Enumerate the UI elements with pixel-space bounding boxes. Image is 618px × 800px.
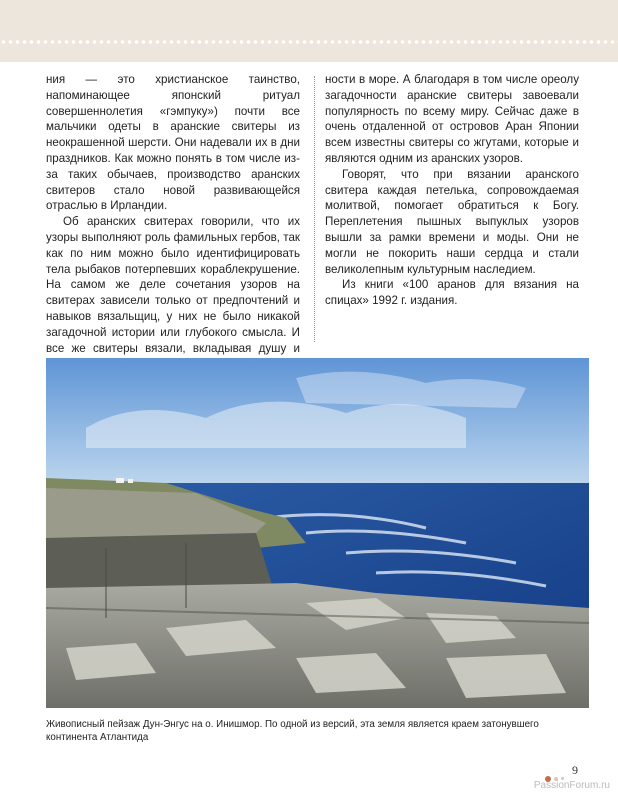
paragraph-source: Из книги «100 аранов для вязания на спицах» 1992 г. издания. bbox=[325, 278, 579, 308]
watermark: PassionForum.ru bbox=[533, 780, 610, 791]
page-number: 9 bbox=[572, 763, 578, 777]
article-right-column bbox=[325, 72, 579, 309]
top-decorative-band bbox=[0, 0, 618, 62]
landscape-photo bbox=[46, 358, 589, 708]
article-left-column bbox=[46, 72, 300, 388]
column-divider bbox=[314, 76, 315, 342]
dotted-border bbox=[0, 39, 618, 45]
paragraph: ности в море. А благодаря в том числе ореолу загадочности аранские свитеры завоевали популярность по всему миру. Сейчас даже в очень отдаленной от островов Аран Японии всем известны свитеры со жгутами, которые и являются одним из аранских узоров. bbox=[325, 73, 579, 165]
cliff-seascape-image bbox=[46, 358, 589, 708]
paragraph: Говорят, что при вязании аранского свитера каждая петелька, сопровождаемая молитвой, помогает обратиться к Богу. Переплетения пышных выпуклых узоров вышли за рамки времени и моды. Они не могли не покорить наши сердца и стали великолепным культурным наследием. bbox=[325, 167, 579, 276]
paragraph: Об аранских свитерах говорили, что их узоры выполняют роль фамильных гербов, так как по ним можно было идентифицировать тела рыбаков потерпевших кораблекрушение. На самом же деле сочетания узоров на свитерах зависели только от предпочтений и навыков вязальщиц, у них не было никакой загадочной истории или глубокого смысла. И все же свитеры вязали, вкладывая душу и bbox=[46, 215, 300, 355]
photo-caption: Живописный пейзаж Дун-Энгус на о. Инишмор. По одной из версий, эта земля является краем затонувшего континента Атлантида bbox=[46, 719, 539, 743]
paragraph: ния — это христианское таинство, напоминающее японский ритуал совершеннолетия «гэмпуку») почти все мальчики одеты в аранские свитеры из неокрашенной шерсти. Они надевали их в дни праздников. Как можно понять в том числе из-за таких обычаев, производство аранских свитеров стало новой развивающейся отраслью в Ирландии. bbox=[46, 73, 300, 213]
